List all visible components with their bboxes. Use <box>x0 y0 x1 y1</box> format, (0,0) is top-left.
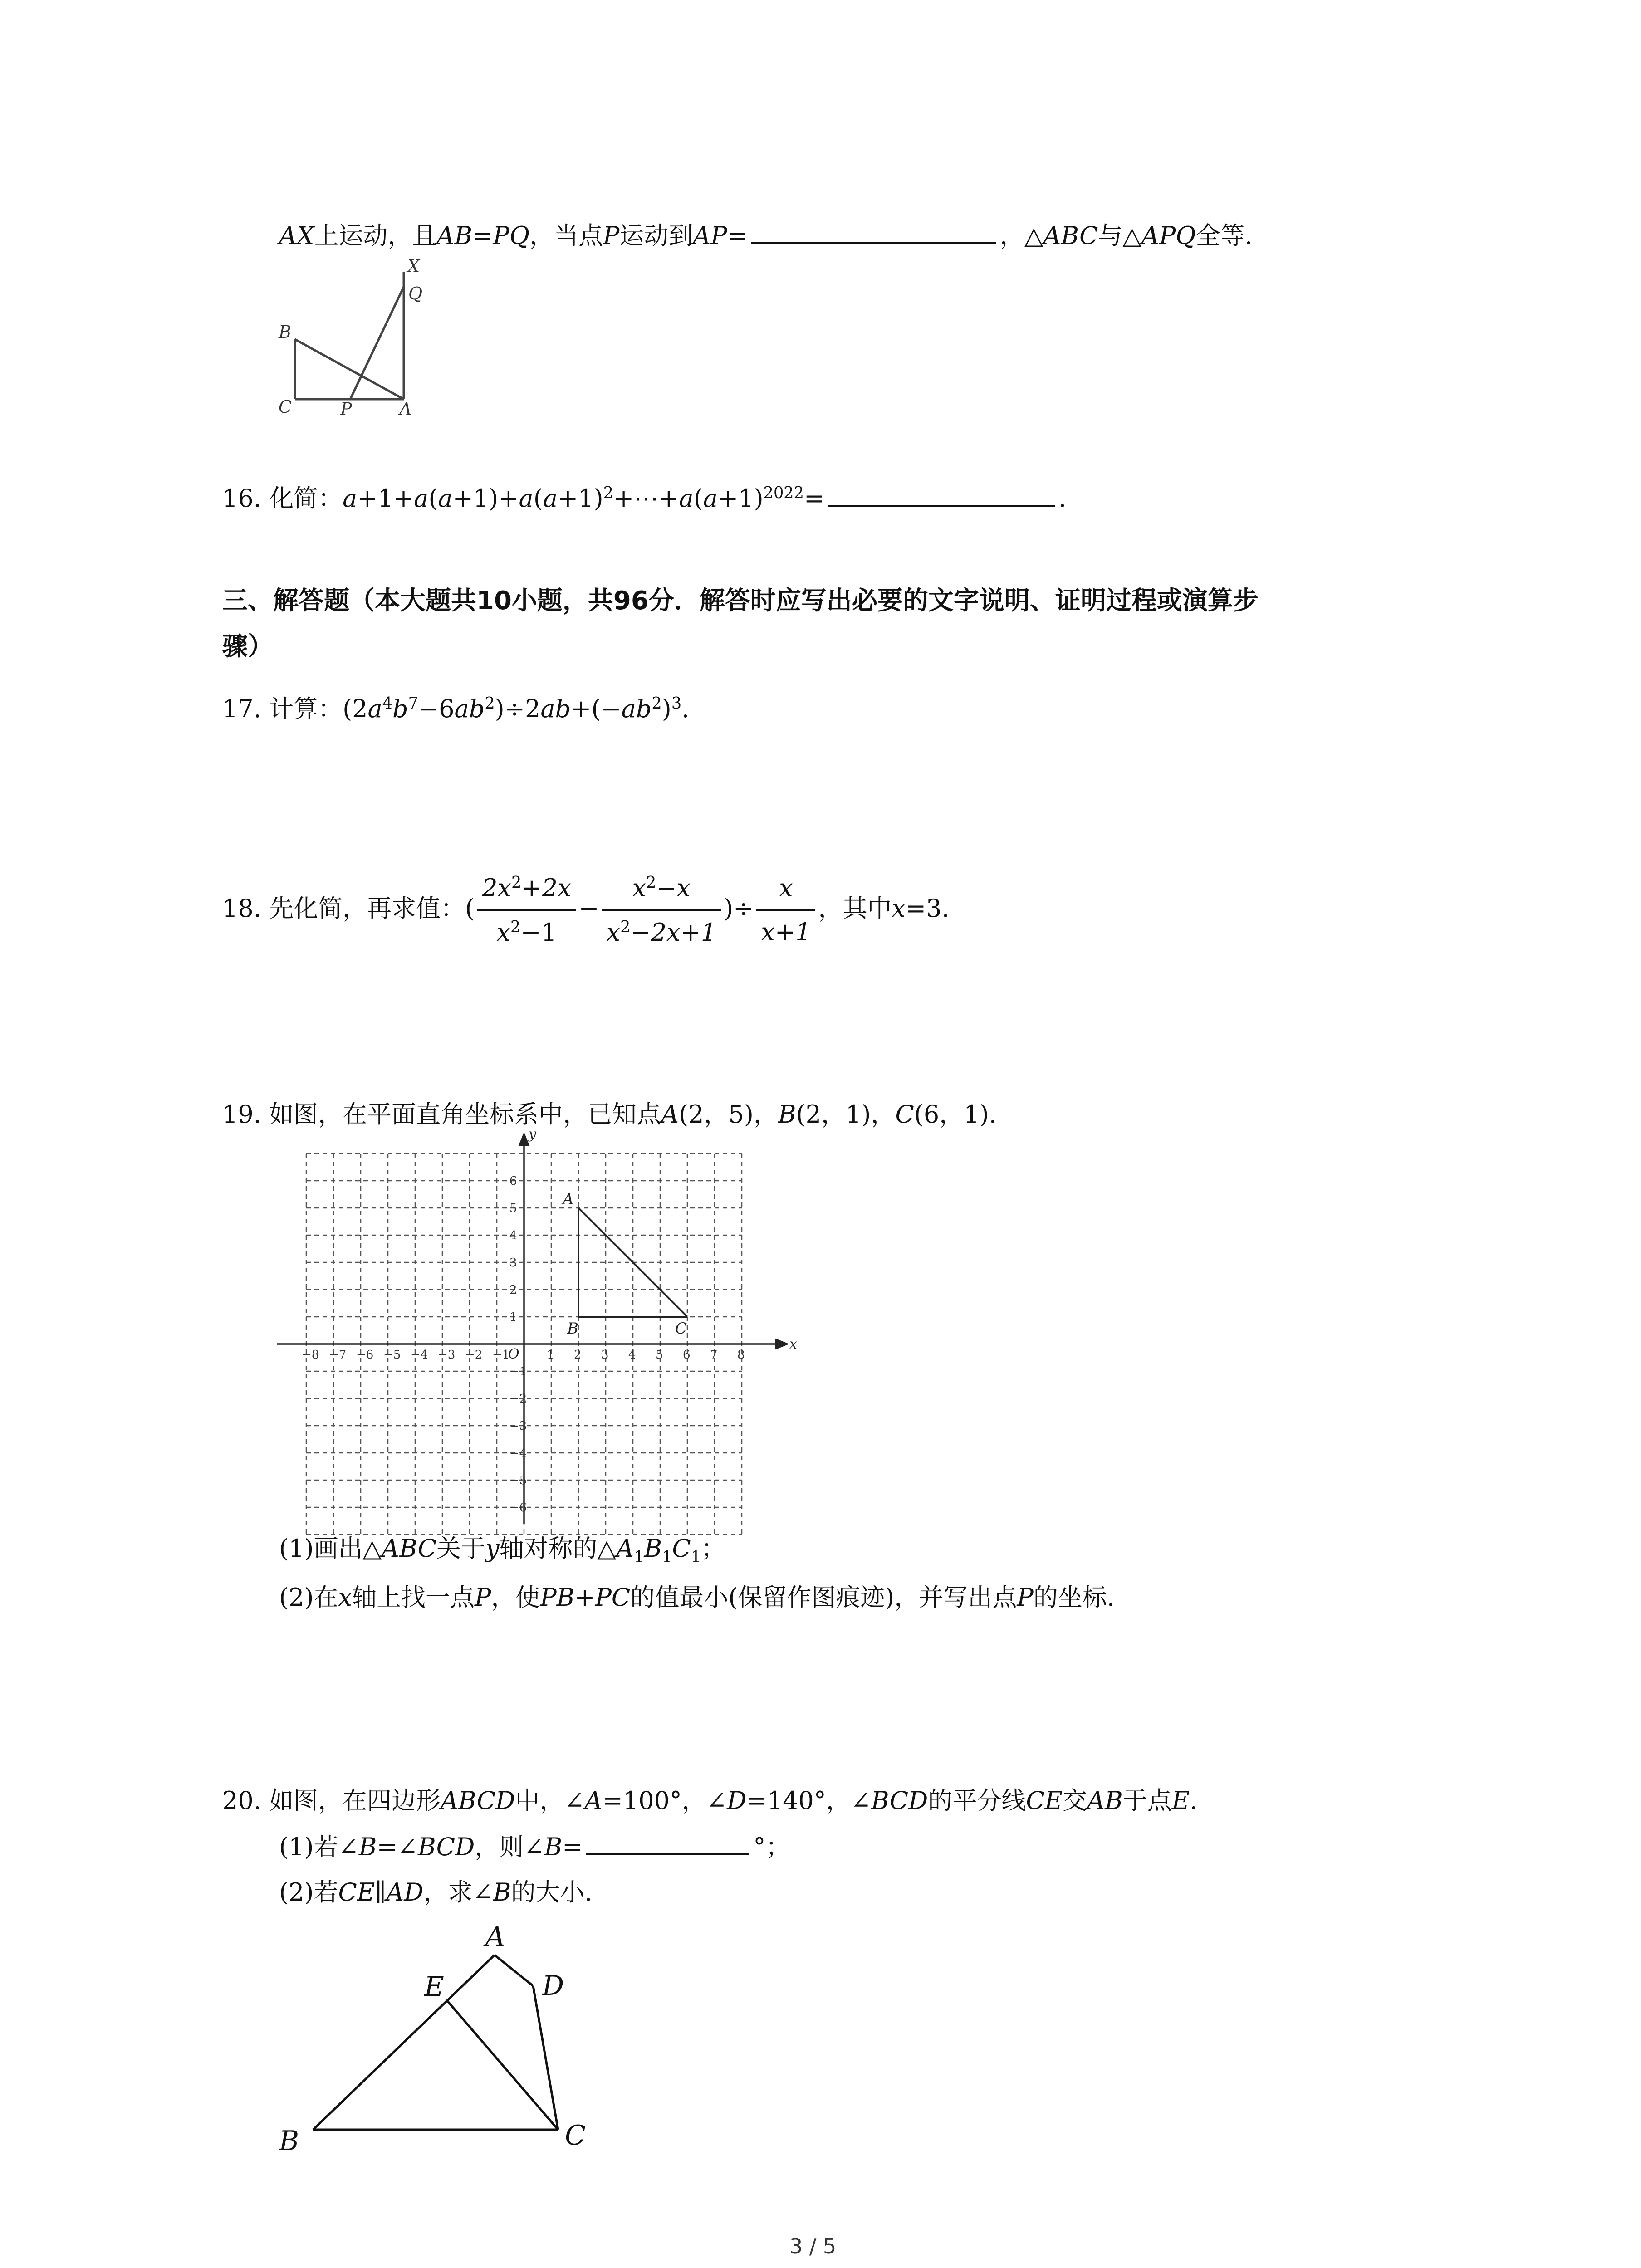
q20-sub1-text: B <box>544 1833 563 1861</box>
q20-sub1-text: °； <box>753 1833 790 1861</box>
q18-exponent: 2 <box>510 917 521 936</box>
q20-sub2-text: CE <box>338 1878 375 1906</box>
q20-label-e: E <box>424 1971 444 2003</box>
y-tick-label: −4 <box>509 1447 527 1460</box>
q18-expr: 2x <box>482 874 511 902</box>
q19-sub2-text: PB+PC <box>540 1583 631 1612</box>
q16-prefix: 化简： <box>269 484 343 513</box>
q17-expr: ab <box>454 694 485 723</box>
y-tick-label: −5 <box>509 1474 527 1487</box>
q20-text: 的平分线 <box>928 1786 1026 1815</box>
point-a-label: A <box>563 1190 574 1208</box>
x-tick-label: −1 <box>492 1348 510 1362</box>
q19-sub2-text: P <box>474 1583 491 1612</box>
q20-text: ABCD <box>441 1786 515 1815</box>
q20-text: . <box>1190 1786 1198 1815</box>
q16-expr: ( <box>428 484 438 513</box>
section-3-heading <box>222 578 1447 670</box>
q16-expr: a <box>343 484 358 513</box>
q18-prefix: 先化简，再求值：( <box>269 894 475 923</box>
q15-answer-blank[interactable] <box>751 242 996 244</box>
q20-text: 交 <box>1063 1786 1087 1815</box>
q19-number: 19. <box>222 1100 261 1129</box>
q18-expr: +2x <box>521 874 572 902</box>
q15-figure <box>272 254 436 417</box>
q17-line <box>222 694 689 724</box>
q16-exponent: 2022 <box>763 484 804 502</box>
q18-fraction-1 <box>477 873 576 948</box>
q16-end: . <box>1058 484 1067 513</box>
q17-expr: ab <box>621 694 652 723</box>
q16-expr: a <box>543 484 558 513</box>
q19-subscript: 1 <box>691 1547 701 1566</box>
q18-fraction-3-numerator: x <box>756 874 815 911</box>
q20-text: CE <box>1026 1786 1063 1815</box>
q20-line <box>222 1786 1197 1816</box>
q20-text: 如图，在四边形 <box>269 1786 441 1815</box>
q20-text: D <box>727 1786 747 1815</box>
q20-sub2-text: (2)若 <box>279 1878 338 1906</box>
q19-sub1-text: 轴对称的△ <box>499 1534 617 1563</box>
q15-text: 全等. <box>1195 221 1253 250</box>
q17-number: 17. <box>222 694 261 723</box>
q18-expr: −x <box>656 874 691 902</box>
q19-sub1-text: C <box>672 1534 691 1563</box>
y-tick-label: 2 <box>509 1283 517 1297</box>
y-tick-label: −3 <box>509 1419 527 1433</box>
q15-text-line <box>279 221 1253 251</box>
q18-expr: x <box>606 918 621 947</box>
q15-text: ABC <box>1043 221 1098 250</box>
x-tick-label: 3 <box>601 1348 609 1362</box>
q18-exponent: 2 <box>646 873 656 892</box>
q20-sub1-text: BCD <box>417 1833 475 1861</box>
q15-label-a: A <box>399 399 412 419</box>
q19-coordinate-grid <box>254 1126 798 1538</box>
q18-number: 18. <box>222 894 261 923</box>
point-b-label: B <box>567 1320 578 1338</box>
q18-expr: x <box>496 918 510 947</box>
q18-fraction-3 <box>756 874 815 947</box>
x-tick-label: −4 <box>411 1348 428 1362</box>
q17-expr: (2 <box>343 694 368 723</box>
q20-figure <box>268 1919 631 2155</box>
y-tick-label: 3 <box>509 1256 517 1270</box>
x-tick-label: −2 <box>465 1348 483 1362</box>
q20-text: AB <box>1087 1786 1123 1815</box>
q19-coord: (6，1). <box>914 1100 997 1129</box>
q17-exponent: 2 <box>485 694 495 713</box>
y-axis-arrow <box>519 1134 529 1145</box>
q19-sub2-text: 的值最小(保留作图痕迹)，并写出点 <box>630 1583 1017 1612</box>
x-tick-label: −7 <box>329 1348 347 1362</box>
q15-label-q: Q <box>408 284 423 303</box>
q20-side-ad <box>495 1955 533 1986</box>
q18-expr: −2x+1 <box>630 918 717 947</box>
q20-sub1-text: (1)若∠ <box>279 1833 359 1861</box>
q20-text: A <box>584 1786 603 1815</box>
q15-text: ，△ <box>999 221 1043 250</box>
q16-expr: +1) <box>718 484 764 513</box>
q20-sub2-text: AD <box>386 1878 424 1906</box>
q18-expr: x <box>632 874 647 902</box>
q20-sub1-text: ，则∠ <box>475 1833 544 1861</box>
q20-text: BCD <box>871 1786 928 1815</box>
q20-sub1 <box>279 1833 790 1862</box>
q20-answer-blank[interactable] <box>586 1853 749 1855</box>
q18-fraction-1-denominator <box>477 911 576 948</box>
q20-side-ba <box>313 1955 495 2130</box>
y-axis-label: y <box>529 1126 536 1142</box>
q19-sub2-text: 的坐标. <box>1033 1583 1115 1612</box>
q17-expr: b <box>392 694 408 723</box>
q18-fraction-1-numerator <box>477 873 576 911</box>
q15-text: APQ <box>1141 221 1196 250</box>
x-tick-label: 2 <box>574 1348 582 1362</box>
q16-line <box>222 484 1066 513</box>
origin-label: O <box>508 1346 519 1362</box>
q17-exponent: 3 <box>671 694 682 713</box>
q17-expr: +(− <box>571 694 622 723</box>
q20-side-dc <box>533 1986 558 2130</box>
q16-exponent: 2 <box>603 484 614 502</box>
y-tick-label: 5 <box>509 1202 517 1215</box>
q19-sub2-text: x <box>338 1583 352 1612</box>
q16-expr: a <box>519 484 534 513</box>
q16-expr: +1) <box>558 484 603 513</box>
q17-expr: a <box>367 694 382 723</box>
x-axis-arrow <box>776 1339 787 1349</box>
q19-subscript: 1 <box>662 1547 672 1566</box>
q18-exponent: 2 <box>511 873 522 892</box>
q20-text: =100°，∠ <box>602 1786 727 1815</box>
x-tick-label: −5 <box>383 1348 401 1362</box>
q15-text: P <box>603 221 620 250</box>
q20-label-a: A <box>485 1921 505 1953</box>
q15-segment-pq <box>350 287 404 399</box>
q19-sub1-text: ABC <box>382 1534 437 1563</box>
q20-sub2-text: B <box>493 1878 511 1906</box>
q19-line <box>222 1100 997 1129</box>
q19-sub2-text: 轴上找一点 <box>352 1583 475 1612</box>
q15-label-p: P <box>340 399 352 419</box>
q18-suffix: ，其中 <box>818 894 892 923</box>
q15-text: AB=PQ <box>436 221 529 250</box>
q15-label-b: B <box>279 322 291 342</box>
point-c-label: C <box>675 1320 687 1338</box>
q18-fraction-3-denominator: x+1 <box>761 917 811 946</box>
q15-segment-ab <box>295 339 404 399</box>
q19-sub1-text: 关于 <box>436 1534 486 1563</box>
q18-suffix: x <box>892 894 906 923</box>
q20-text: =140°，∠ <box>746 1786 872 1815</box>
x-tick-label: 8 <box>737 1348 745 1362</box>
section-3-heading-line: 三、解答题（本大题共10小题，共96分．解答时应写出必要的文字说明、证明过程或演算步 <box>222 586 1259 616</box>
q15-text: AP= <box>693 221 748 250</box>
q18-expr: −1 <box>520 918 557 947</box>
q19-sub2 <box>279 1583 1115 1613</box>
q16-expr: a <box>679 484 694 513</box>
x-tick-label: −3 <box>438 1348 456 1362</box>
x-axis-label: x <box>789 1336 797 1352</box>
q15-text: AX <box>279 221 314 250</box>
q16-number: 16. <box>222 484 261 513</box>
q16-expr: = <box>803 484 825 513</box>
q18-line <box>222 873 950 948</box>
q16-expr: a <box>703 484 718 513</box>
q19-coord: (2，5)， <box>679 1100 778 1129</box>
q16-expr: ( <box>693 484 703 513</box>
q20-label-b: B <box>279 2125 299 2157</box>
q16-expr: ( <box>533 484 543 513</box>
x-tick-label: 5 <box>656 1348 663 1362</box>
y-tick-label: −6 <box>509 1501 527 1515</box>
q16-answer-blank[interactable] <box>828 505 1055 507</box>
q17-exponent: 7 <box>408 694 418 713</box>
q17-expr: ) <box>661 694 671 723</box>
x-tick-label: 6 <box>683 1348 691 1362</box>
q18-fraction-2-numerator <box>602 873 721 911</box>
q15-text: ，当点 <box>529 221 603 250</box>
x-tick-label: 7 <box>710 1348 718 1362</box>
q18-close: )÷ <box>724 894 754 923</box>
q17-expr: )÷2 <box>495 694 541 723</box>
q16-expr: +1)+ <box>452 484 519 513</box>
q19-sub2-text: ，使 <box>491 1583 540 1612</box>
q15-label-x: X <box>407 256 420 276</box>
q18-minus: − <box>578 894 599 923</box>
q17-expr: . <box>681 694 690 723</box>
q16-expr: +1+ <box>357 484 414 513</box>
q19-point: B <box>778 1100 796 1129</box>
q19-sub1-text: (1)画出△ <box>279 1534 382 1563</box>
q19-point: A <box>661 1100 679 1129</box>
q20-sub2-text: ，求∠ <box>423 1878 493 1906</box>
q20-sub1-text: =∠ <box>377 1833 418 1861</box>
q18-exponent: 2 <box>620 917 631 936</box>
q16-expr: a <box>438 484 453 513</box>
q20-sub1-text: B <box>358 1833 377 1861</box>
q20-text: E <box>1171 1786 1190 1815</box>
q19-sub1-text: ； <box>701 1534 726 1563</box>
x-tick-label: −8 <box>302 1348 319 1362</box>
page-number: 3 / 5 <box>789 2234 837 2258</box>
q19-sub1-text: A <box>616 1534 634 1563</box>
q20-segment-ce <box>447 2000 558 2130</box>
q16-expr: a <box>414 484 429 513</box>
q19-subscript: 1 <box>634 1547 644 1566</box>
q15-text: 上运动，且 <box>314 221 437 250</box>
q19-sub2-text: P <box>1017 1583 1034 1612</box>
q17-exponent: 2 <box>652 694 662 713</box>
q20-text: 中，∠ <box>515 1786 585 1815</box>
x-tick-label: −6 <box>356 1348 374 1362</box>
q20-number: 20. <box>222 1786 261 1815</box>
x-tick-label: 4 <box>628 1348 636 1362</box>
q19-sub1-text: B <box>644 1534 662 1563</box>
q16-expr: +⋯+ <box>613 484 679 513</box>
y-tick-label: 4 <box>509 1229 517 1242</box>
y-tick-label: 6 <box>509 1174 517 1188</box>
q20-sub2-text: 的大小. <box>511 1878 593 1906</box>
q17-expr: −6 <box>418 694 455 723</box>
q15-label-c: C <box>279 397 292 417</box>
q19-point: C <box>895 1100 914 1129</box>
q19-sub1-text: y <box>485 1534 500 1563</box>
q20-sub1-text: = <box>562 1833 583 1861</box>
q19-text: 如图，在平面直角坐标系中，已知点 <box>269 1100 661 1129</box>
q20-sub2 <box>279 1878 593 1907</box>
section-3-heading-line: 骤） <box>222 631 273 661</box>
q19-sub1 <box>279 1534 725 1567</box>
q17-exponent: 4 <box>382 694 393 713</box>
q17-expr: ab <box>540 694 571 723</box>
q15-text: 运动到 <box>619 221 693 250</box>
q19-coord: (2，1)， <box>796 1100 896 1129</box>
q20-label-d: D <box>542 1970 564 2002</box>
x-tick-label: 1 <box>547 1348 554 1362</box>
q19-sub2-text: (2)在 <box>279 1583 338 1612</box>
y-tick-label: −1 <box>509 1365 527 1378</box>
y-tick-label: 1 <box>509 1310 517 1324</box>
q18-fraction-2 <box>602 873 721 948</box>
q20-text: 于点 <box>1122 1786 1172 1815</box>
q17-prefix: 计算： <box>269 694 343 723</box>
q15-text: 与△ <box>1098 221 1141 250</box>
q18-suffix: =3. <box>905 894 950 923</box>
q18-fraction-2-denominator <box>602 911 721 948</box>
q20-label-c: C <box>565 2120 586 2151</box>
y-tick-label: −2 <box>509 1392 527 1406</box>
q20-sub2-text: ∥ <box>375 1878 387 1906</box>
